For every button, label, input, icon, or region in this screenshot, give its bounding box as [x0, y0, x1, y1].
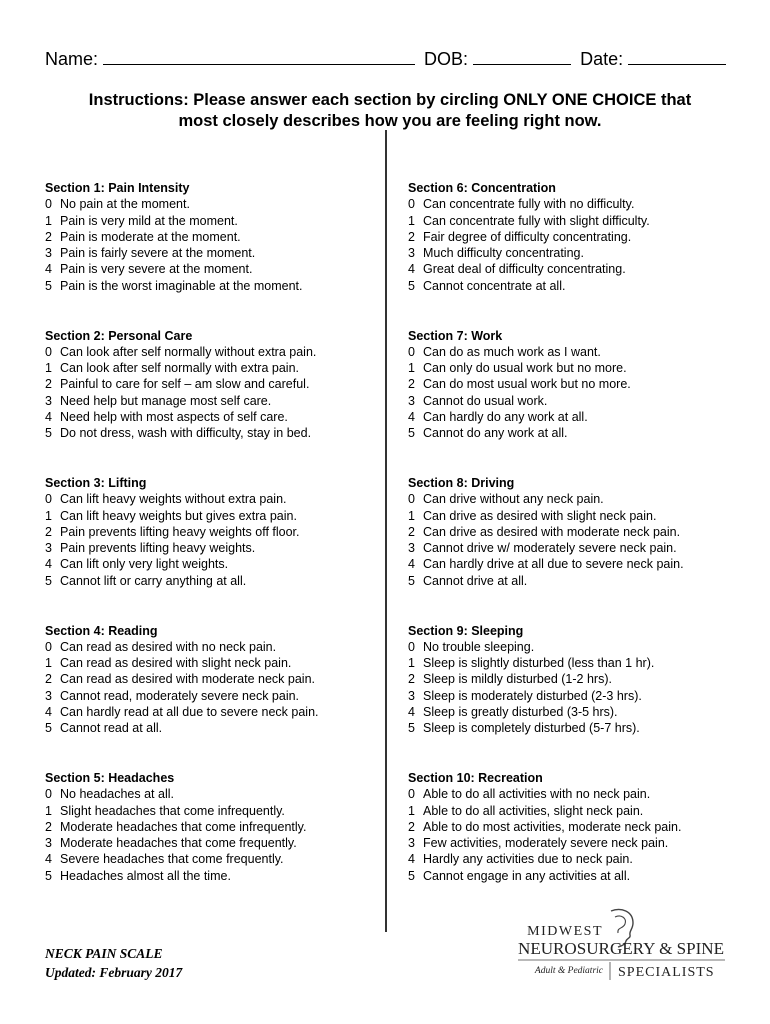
- option-text: Cannot do any work at all.: [423, 426, 568, 441]
- option-number: 1: [45, 656, 52, 671]
- section-option[interactable]: [408, 491, 748, 507]
- right-column: [408, 180, 748, 918]
- section-1: [45, 180, 385, 328]
- instructions-line-2: most closely describes how you are feeling right now.: [178, 112, 602, 130]
- section-option[interactable]: [408, 344, 748, 360]
- section-option[interactable]: [45, 786, 385, 802]
- option-number: 5: [45, 721, 52, 736]
- option-number: 4: [45, 557, 52, 572]
- option-number: 5: [45, 426, 52, 441]
- option-number: 0: [408, 639, 415, 654]
- option-text: Can hardly do any work at all.: [423, 409, 588, 424]
- option-text: Able to do most activities, moderate neck pain.: [423, 819, 682, 834]
- option-number: 3: [408, 688, 415, 703]
- section-option[interactable]: [45, 851, 385, 867]
- option-text: Sleep is mildly disturbed (1-2 hrs).: [423, 672, 612, 687]
- option-number: 3: [408, 393, 415, 408]
- section-option[interactable]: [408, 819, 748, 835]
- section-option[interactable]: [45, 835, 385, 851]
- option-number: 5: [45, 868, 52, 883]
- option-text: Hardly any activities due to neck pain.: [423, 852, 633, 867]
- option-text: Moderate headaches that come infrequently.: [60, 819, 307, 834]
- section-10: [408, 770, 748, 918]
- section-title: Section 6: Concentration: [408, 181, 556, 195]
- name-label: Name:: [45, 49, 99, 69]
- option-number: 4: [45, 262, 52, 277]
- date-label: Date:: [580, 49, 624, 69]
- option-number: 5: [408, 573, 415, 588]
- option-text: Can look after self normally with extra pain.: [60, 361, 299, 376]
- section-option[interactable]: [45, 491, 385, 507]
- logo-tagline: Adult & Pediatric: [534, 966, 603, 976]
- option-number: 0: [408, 492, 415, 507]
- section-option[interactable]: [408, 409, 748, 425]
- section-option[interactable]: [45, 360, 385, 376]
- option-text: Cannot engage in any activities at all.: [423, 868, 631, 883]
- option-number: 0: [408, 344, 415, 359]
- instructions: [40, 90, 740, 132]
- option-text: Cannot do usual work.: [423, 393, 548, 408]
- option-number: 5: [408, 426, 415, 441]
- section-5: [45, 770, 385, 918]
- option-text: Can drive as desired with slight neck pain.: [423, 508, 657, 523]
- form-footer: [45, 944, 182, 982]
- option-text: Slight headaches that come infrequently.: [60, 803, 285, 818]
- option-number: 4: [45, 704, 52, 719]
- option-number: 4: [408, 852, 415, 867]
- option-number: 2: [45, 819, 52, 834]
- dob-label: DOB:: [424, 49, 469, 69]
- option-number: 3: [45, 836, 52, 851]
- option-text: Can lift heavy weights without extra pain.: [60, 492, 287, 507]
- section-option[interactable]: [45, 393, 385, 409]
- option-text: Cannot lift or carry anything at all.: [60, 573, 247, 588]
- option-number: 1: [408, 656, 415, 671]
- section-2: [45, 328, 385, 476]
- option-text: No trouble sleeping.: [423, 639, 535, 654]
- option-text: Cannot read, moderately severe neck pain.: [60, 688, 300, 703]
- option-text: Can look after self normally without extra pain.: [60, 344, 317, 359]
- section-option[interactable]: [408, 835, 748, 851]
- section-title: Section 3: Lifting: [45, 476, 147, 490]
- option-number: 3: [45, 541, 52, 556]
- option-text: Able to do all activities with no neck pain.: [423, 787, 651, 802]
- section-option[interactable]: [45, 278, 385, 294]
- column-divider: [385, 130, 387, 932]
- logo-specialists: SPECIALISTS: [618, 965, 715, 980]
- option-text: Pain is very mild at the moment.: [60, 213, 238, 228]
- section-option[interactable]: [408, 524, 748, 540]
- section-option[interactable]: [408, 393, 748, 409]
- section-option[interactable]: [408, 540, 748, 556]
- section-option[interactable]: [408, 639, 748, 655]
- section-option[interactable]: [408, 688, 748, 704]
- section-option[interactable]: [45, 409, 385, 425]
- option-number: 0: [45, 492, 52, 507]
- option-text: Pain is fairly severe at the moment.: [60, 246, 256, 261]
- option-text: Can drive without any neck pain.: [423, 492, 604, 507]
- form-name: NECK PAIN SCALE: [45, 946, 163, 961]
- option-text: Can lift only very light weights.: [60, 557, 229, 572]
- section-option[interactable]: [408, 868, 748, 884]
- option-number: 0: [408, 787, 415, 802]
- option-number: 2: [408, 672, 415, 687]
- section-title: Section 2: Personal Care: [45, 328, 193, 343]
- section-option[interactable]: [45, 639, 385, 655]
- option-text: Need help with most aspects of self care.: [60, 409, 288, 424]
- option-number: 0: [45, 344, 52, 359]
- section-option[interactable]: [45, 229, 385, 245]
- dob-field[interactable]: [473, 46, 571, 65]
- option-text: Pain is the worst imaginable at the moment.: [60, 278, 303, 293]
- option-number: 1: [45, 508, 52, 523]
- option-number: 4: [408, 704, 415, 719]
- section-option[interactable]: [408, 196, 748, 212]
- section-title: Section 9: Sleeping: [408, 623, 524, 638]
- section-option[interactable]: [45, 213, 385, 229]
- option-number: 0: [45, 787, 52, 802]
- date-field[interactable]: [628, 46, 726, 65]
- option-text: Do not dress, wash with difficulty, stay in bed.: [60, 426, 312, 441]
- option-text: Cannot drive at all.: [423, 573, 528, 588]
- option-number: 2: [408, 229, 415, 244]
- section-option[interactable]: [45, 671, 385, 687]
- option-number: 5: [408, 278, 415, 293]
- section-title: Section 8: Driving: [408, 476, 515, 490]
- section-option[interactable]: [408, 720, 748, 736]
- option-text: Can only do usual work but no more.: [423, 361, 627, 376]
- section-option[interactable]: [45, 425, 385, 441]
- option-number: 1: [45, 213, 52, 228]
- option-text: Great deal of difficulty concentrating.: [423, 262, 626, 277]
- option-text: Sleep is slightly disturbed (less than 1 hr).: [423, 656, 655, 671]
- patient-info-line: [45, 46, 735, 70]
- option-number: 2: [45, 377, 52, 392]
- section-option[interactable]: [45, 819, 385, 835]
- option-number: 5: [45, 278, 52, 293]
- option-text: Much difficulty concentrating.: [423, 246, 584, 261]
- section-option[interactable]: [408, 376, 748, 392]
- option-text: Painful to care for self – am slow and careful.: [60, 377, 310, 392]
- section-option[interactable]: [408, 213, 748, 229]
- option-number: 4: [408, 557, 415, 572]
- section-option[interactable]: [45, 508, 385, 524]
- option-number: 3: [408, 541, 415, 556]
- section-option[interactable]: [408, 786, 748, 802]
- section-3: [45, 475, 385, 623]
- section-option[interactable]: [45, 376, 385, 392]
- option-text: Headaches almost all the time.: [60, 868, 231, 883]
- section-option[interactable]: [45, 803, 385, 819]
- option-number: 4: [45, 409, 52, 424]
- section-option[interactable]: [45, 688, 385, 704]
- option-number: 3: [408, 836, 415, 851]
- option-number: 2: [408, 819, 415, 834]
- section-option[interactable]: [408, 245, 748, 261]
- section-title: Section 5: Headaches: [45, 771, 175, 785]
- section-title: Section 10: Recreation: [408, 771, 543, 785]
- section-title: Section 4: Reading: [45, 623, 158, 638]
- option-text: Cannot read at all.: [60, 721, 163, 736]
- option-number: 1: [408, 803, 415, 818]
- section-option[interactable]: [45, 655, 385, 671]
- option-text: Sleep is completely disturbed (5-7 hrs).: [423, 721, 640, 736]
- option-text: No pain at the moment.: [60, 197, 190, 212]
- section-option[interactable]: [408, 229, 748, 245]
- option-number: 2: [45, 672, 52, 687]
- option-number: 1: [408, 508, 415, 523]
- option-number: 4: [45, 852, 52, 867]
- option-number: 2: [408, 524, 415, 539]
- section-option[interactable]: [408, 425, 748, 441]
- section-8: [408, 475, 748, 623]
- section-option[interactable]: [408, 655, 748, 671]
- section-option[interactable]: [45, 573, 385, 589]
- option-number: 1: [408, 213, 415, 228]
- option-text: No headaches at all.: [60, 787, 174, 802]
- option-number: 1: [45, 803, 52, 818]
- section-option[interactable]: [408, 278, 748, 294]
- option-text: Pain is moderate at the moment.: [60, 229, 241, 244]
- option-text: Moderate headaches that come frequently.: [60, 836, 297, 851]
- section-option[interactable]: [408, 704, 748, 720]
- option-text: Few activities, moderately severe neck pain.: [423, 836, 669, 851]
- option-text: Able to do all activities, slight neck pain.: [423, 803, 644, 818]
- instructions-line-1: Instructions: Please answer each section by circling ONLY ONE CHOICE that: [88, 91, 692, 109]
- section-option[interactable]: [45, 196, 385, 212]
- section-option[interactable]: [45, 344, 385, 360]
- option-number: 3: [45, 246, 52, 261]
- option-number: 2: [45, 524, 52, 539]
- section-7: [408, 328, 748, 476]
- option-number: 0: [408, 197, 415, 212]
- option-number: 2: [45, 229, 52, 244]
- option-text: Cannot drive w/ moderately severe neck pain.: [423, 541, 677, 556]
- option-number: 0: [45, 639, 52, 654]
- option-number: 5: [408, 721, 415, 736]
- section-option[interactable]: [408, 573, 748, 589]
- option-text: Can drive as desired with moderate neck pain.: [423, 524, 681, 539]
- option-text: Severe headaches that come frequently.: [60, 852, 284, 867]
- option-number: 5: [45, 573, 52, 588]
- section-title: Section 7: Work: [408, 328, 503, 343]
- option-number: 3: [408, 246, 415, 261]
- option-text: Can read as desired with moderate neck pain.: [60, 672, 316, 687]
- logo-neurosurgery-spine: NEUROSURGERY & SPINE: [518, 939, 724, 958]
- section-option[interactable]: [408, 360, 748, 376]
- section-option[interactable]: [45, 261, 385, 277]
- option-text: Pain prevents lifting heavy weights off floor.: [60, 524, 300, 539]
- name-field[interactable]: [103, 46, 415, 65]
- section-4: [45, 623, 385, 771]
- option-number: 2: [408, 377, 415, 392]
- section-option[interactable]: [45, 540, 385, 556]
- section-option[interactable]: [45, 245, 385, 261]
- option-text: Cannot concentrate at all.: [423, 278, 566, 293]
- option-number: 4: [408, 262, 415, 277]
- option-text: Can hardly read at all due to severe neck pain.: [60, 704, 319, 719]
- option-text: Can do most usual work but no more.: [423, 377, 631, 392]
- option-text: Can read as desired with no neck pain.: [60, 639, 277, 654]
- option-text: Pain is very severe at the moment.: [60, 262, 253, 277]
- option-number: 5: [408, 868, 415, 883]
- updated-date: Updated: February 2017: [45, 965, 183, 980]
- option-text: Can concentrate fully with no difficulty.: [423, 197, 635, 212]
- section-option[interactable]: [408, 508, 748, 524]
- option-text: Need help but manage most self care.: [60, 393, 272, 408]
- option-text: Fair degree of difficulty concentrating.: [423, 229, 632, 244]
- option-text: Sleep is greatly disturbed (3-5 hrs).: [423, 704, 618, 719]
- option-text: Pain prevents lifting heavy weights.: [60, 541, 256, 556]
- section-6: [408, 180, 748, 328]
- left-column: [45, 180, 385, 918]
- section-option[interactable]: [408, 556, 748, 572]
- option-number: 4: [408, 409, 415, 424]
- section-option[interactable]: [408, 803, 748, 819]
- section-option[interactable]: [408, 261, 748, 277]
- option-number: 0: [45, 197, 52, 212]
- option-number: 1: [45, 361, 52, 376]
- option-number: 3: [45, 393, 52, 408]
- section-option[interactable]: [408, 851, 748, 867]
- section-9: [408, 623, 748, 771]
- option-text: Can do as much work as I want.: [423, 344, 601, 359]
- section-option[interactable]: [45, 720, 385, 736]
- section-option[interactable]: [45, 868, 385, 884]
- option-number: 3: [45, 688, 52, 703]
- option-text: Can hardly drive at all due to severe neck pain.: [423, 557, 684, 572]
- option-text: Can lift heavy weights but gives extra pain.: [60, 508, 297, 523]
- midwest-neurosurgery-logo: [515, 905, 730, 985]
- option-number: 1: [408, 361, 415, 376]
- section-option[interactable]: [45, 524, 385, 540]
- section-option[interactable]: [408, 671, 748, 687]
- section-title: Section 1: Pain Intensity: [45, 181, 190, 195]
- option-text: Can read as desired with slight neck pain.: [60, 656, 292, 671]
- section-option[interactable]: [45, 704, 385, 720]
- logo-midwest: MIDWEST: [527, 924, 603, 939]
- option-text: Can concentrate fully with slight difficulty.: [423, 213, 650, 228]
- section-option[interactable]: [45, 556, 385, 572]
- option-text: Sleep is moderately disturbed (2-3 hrs).: [423, 688, 642, 703]
